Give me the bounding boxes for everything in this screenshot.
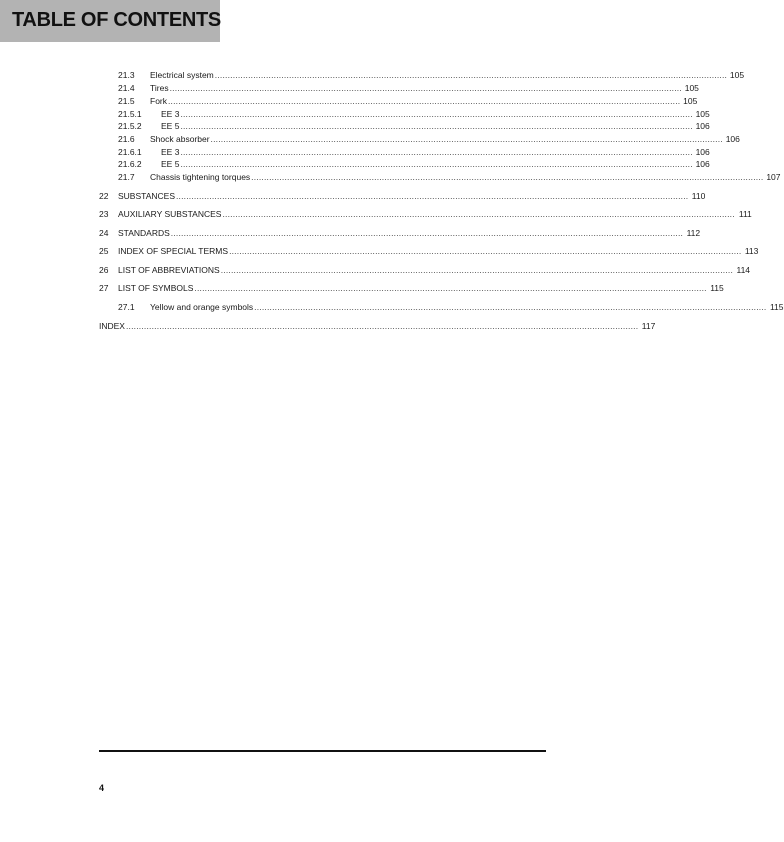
toc-entry-number: 27 [99,283,109,293]
toc-entry-page: 112 [686,228,701,238]
toc-entry[interactable] [118,82,699,94]
toc-dot-leader: ........................................................................................................................................................................................................ [170,228,684,238]
toc-entry-title: EE 5 [161,159,180,169]
toc-entry-page: 107 [766,172,781,182]
toc-dot-leader: ........................................................................................................................................................................................................ [220,265,734,275]
toc-entry-title: STANDARDS [118,228,170,238]
toc-entry-page: 106 [695,121,710,131]
toc-entry[interactable] [99,245,759,257]
toc-entry-page: 106 [695,159,710,169]
toc-entry[interactable] [99,190,706,202]
toc-entry-number: 21.5.1 [118,109,142,119]
toc-entry-number: 22 [99,191,109,201]
toc-dot-leader: ........................................................................................................................................................................................................ [210,134,723,144]
toc-entry-number: 21.6.1 [118,147,142,157]
toc-dot-leader: ........................................................................................................................................................................................................ [180,121,693,131]
toc-entry[interactable] [118,171,781,183]
toc-entry-title: AUXILIARY SUBSTANCES [118,209,222,219]
toc-entry-number: 25 [99,246,109,256]
toc-dot-leader: ........................................................................................................................................................................................................ [222,209,735,219]
toc-entry-title: Shock absorber [150,134,210,144]
toc-entry[interactable] [118,95,698,107]
toc-entry-title: SUBSTANCES [118,191,175,201]
toc-entry-title: Tires [150,83,169,93]
toc-entry-page: 111 [738,209,752,219]
page-title: TABLE OF CONTENTS [12,9,221,31]
toc-entry-title: Yellow and orange symbols [150,302,254,312]
toc-dot-leader: ........................................................................................................................................................................................................ [180,109,693,119]
toc-entry[interactable] [99,320,656,332]
toc-entry-page: 105 [695,109,710,119]
toc-dot-leader: ........................................................................................................................................................................................................ [125,321,639,331]
toc-entry-title: LIST OF ABBREVIATIONS [118,265,220,275]
toc-entry-title: EE 3 [161,109,180,119]
toc-entry-title: EE 3 [161,147,180,157]
toc-dot-leader: ........................................................................................................................................................................................................ [180,147,693,157]
toc-entry[interactable] [99,208,752,220]
toc-dot-leader: ........................................................................................................................................................................................................ [180,159,693,169]
toc-entry[interactable] [118,301,784,313]
toc-entry-page: 106 [725,134,740,144]
toc-dot-leader: ........................................................................................................................................................................................................ [194,283,707,293]
toc-dot-leader: ........................................................................................................................................................................................................ [251,172,764,182]
toc-entry[interactable] [118,69,745,81]
toc-entry-title: EE 5 [161,121,180,131]
toc-entry-number: 26 [99,265,109,275]
toc-entry-page: 115 [710,283,724,293]
toc-entry-page: 114 [736,265,751,275]
toc-dot-leader: ........................................................................................................................................................................................................ [229,246,742,256]
toc-entry-page: 113 [744,246,759,256]
toc-entry-title: INDEX OF SPECIAL TERMS [118,246,229,256]
toc-entry-number: 21.3 [118,70,135,80]
toc-entry-page: 115 [769,302,784,312]
toc-entry-page: 106 [695,147,710,157]
toc-entry[interactable] [118,120,710,132]
toc-entry-number: 21.7 [118,172,135,182]
toc-entry-page: 105 [684,83,699,93]
toc-entry[interactable] [99,227,701,239]
page-number: 4 [99,783,105,793]
toc-entry-page: 105 [729,70,745,80]
footer-rule [99,750,546,752]
toc-entry-title: LIST OF SYMBOLS [118,283,194,293]
toc-entry-number: 21.4 [118,83,135,93]
toc-entry-number: 24 [99,228,109,238]
toc-entry-title: Chassis tightening torques [150,172,251,182]
toc-entry-number: 21.6 [118,134,135,144]
toc-entry-number: 21.6.2 [118,159,142,169]
toc-entry-title: Fork [150,96,167,106]
toc-entry[interactable] [118,146,710,158]
toc-entry-page: 105 [683,96,698,106]
toc-dot-leader: ........................................................................................................................................................................................................ [214,70,728,80]
toc-entry[interactable] [118,108,710,120]
toc-entry-title: INDEX [99,321,125,331]
toc-dot-leader: ........................................................................................................................................................................................................ [176,191,689,201]
toc-entry[interactable] [118,133,740,145]
toc-entry[interactable] [99,282,724,294]
toc-entry-number: 21.5.2 [118,121,142,131]
toc-entry-number: 27.1 [118,302,135,312]
toc-entry-number: 21.5 [118,96,135,106]
toc-entry[interactable] [99,264,751,276]
toc-entry-number: 23 [99,209,109,219]
toc-entry-page: 110 [691,191,706,201]
toc-entry[interactable] [118,158,710,170]
toc-dot-leader: ........................................................................................................................................................................................................ [168,96,681,106]
toc-dot-leader: ........................................................................................................................................................................................................ [254,302,767,312]
toc-dot-leader: ........................................................................................................................................................................................................ [169,83,682,93]
toc-entry-page: 117 [641,321,656,331]
toc-entry-title: Electrical system [150,70,214,80]
